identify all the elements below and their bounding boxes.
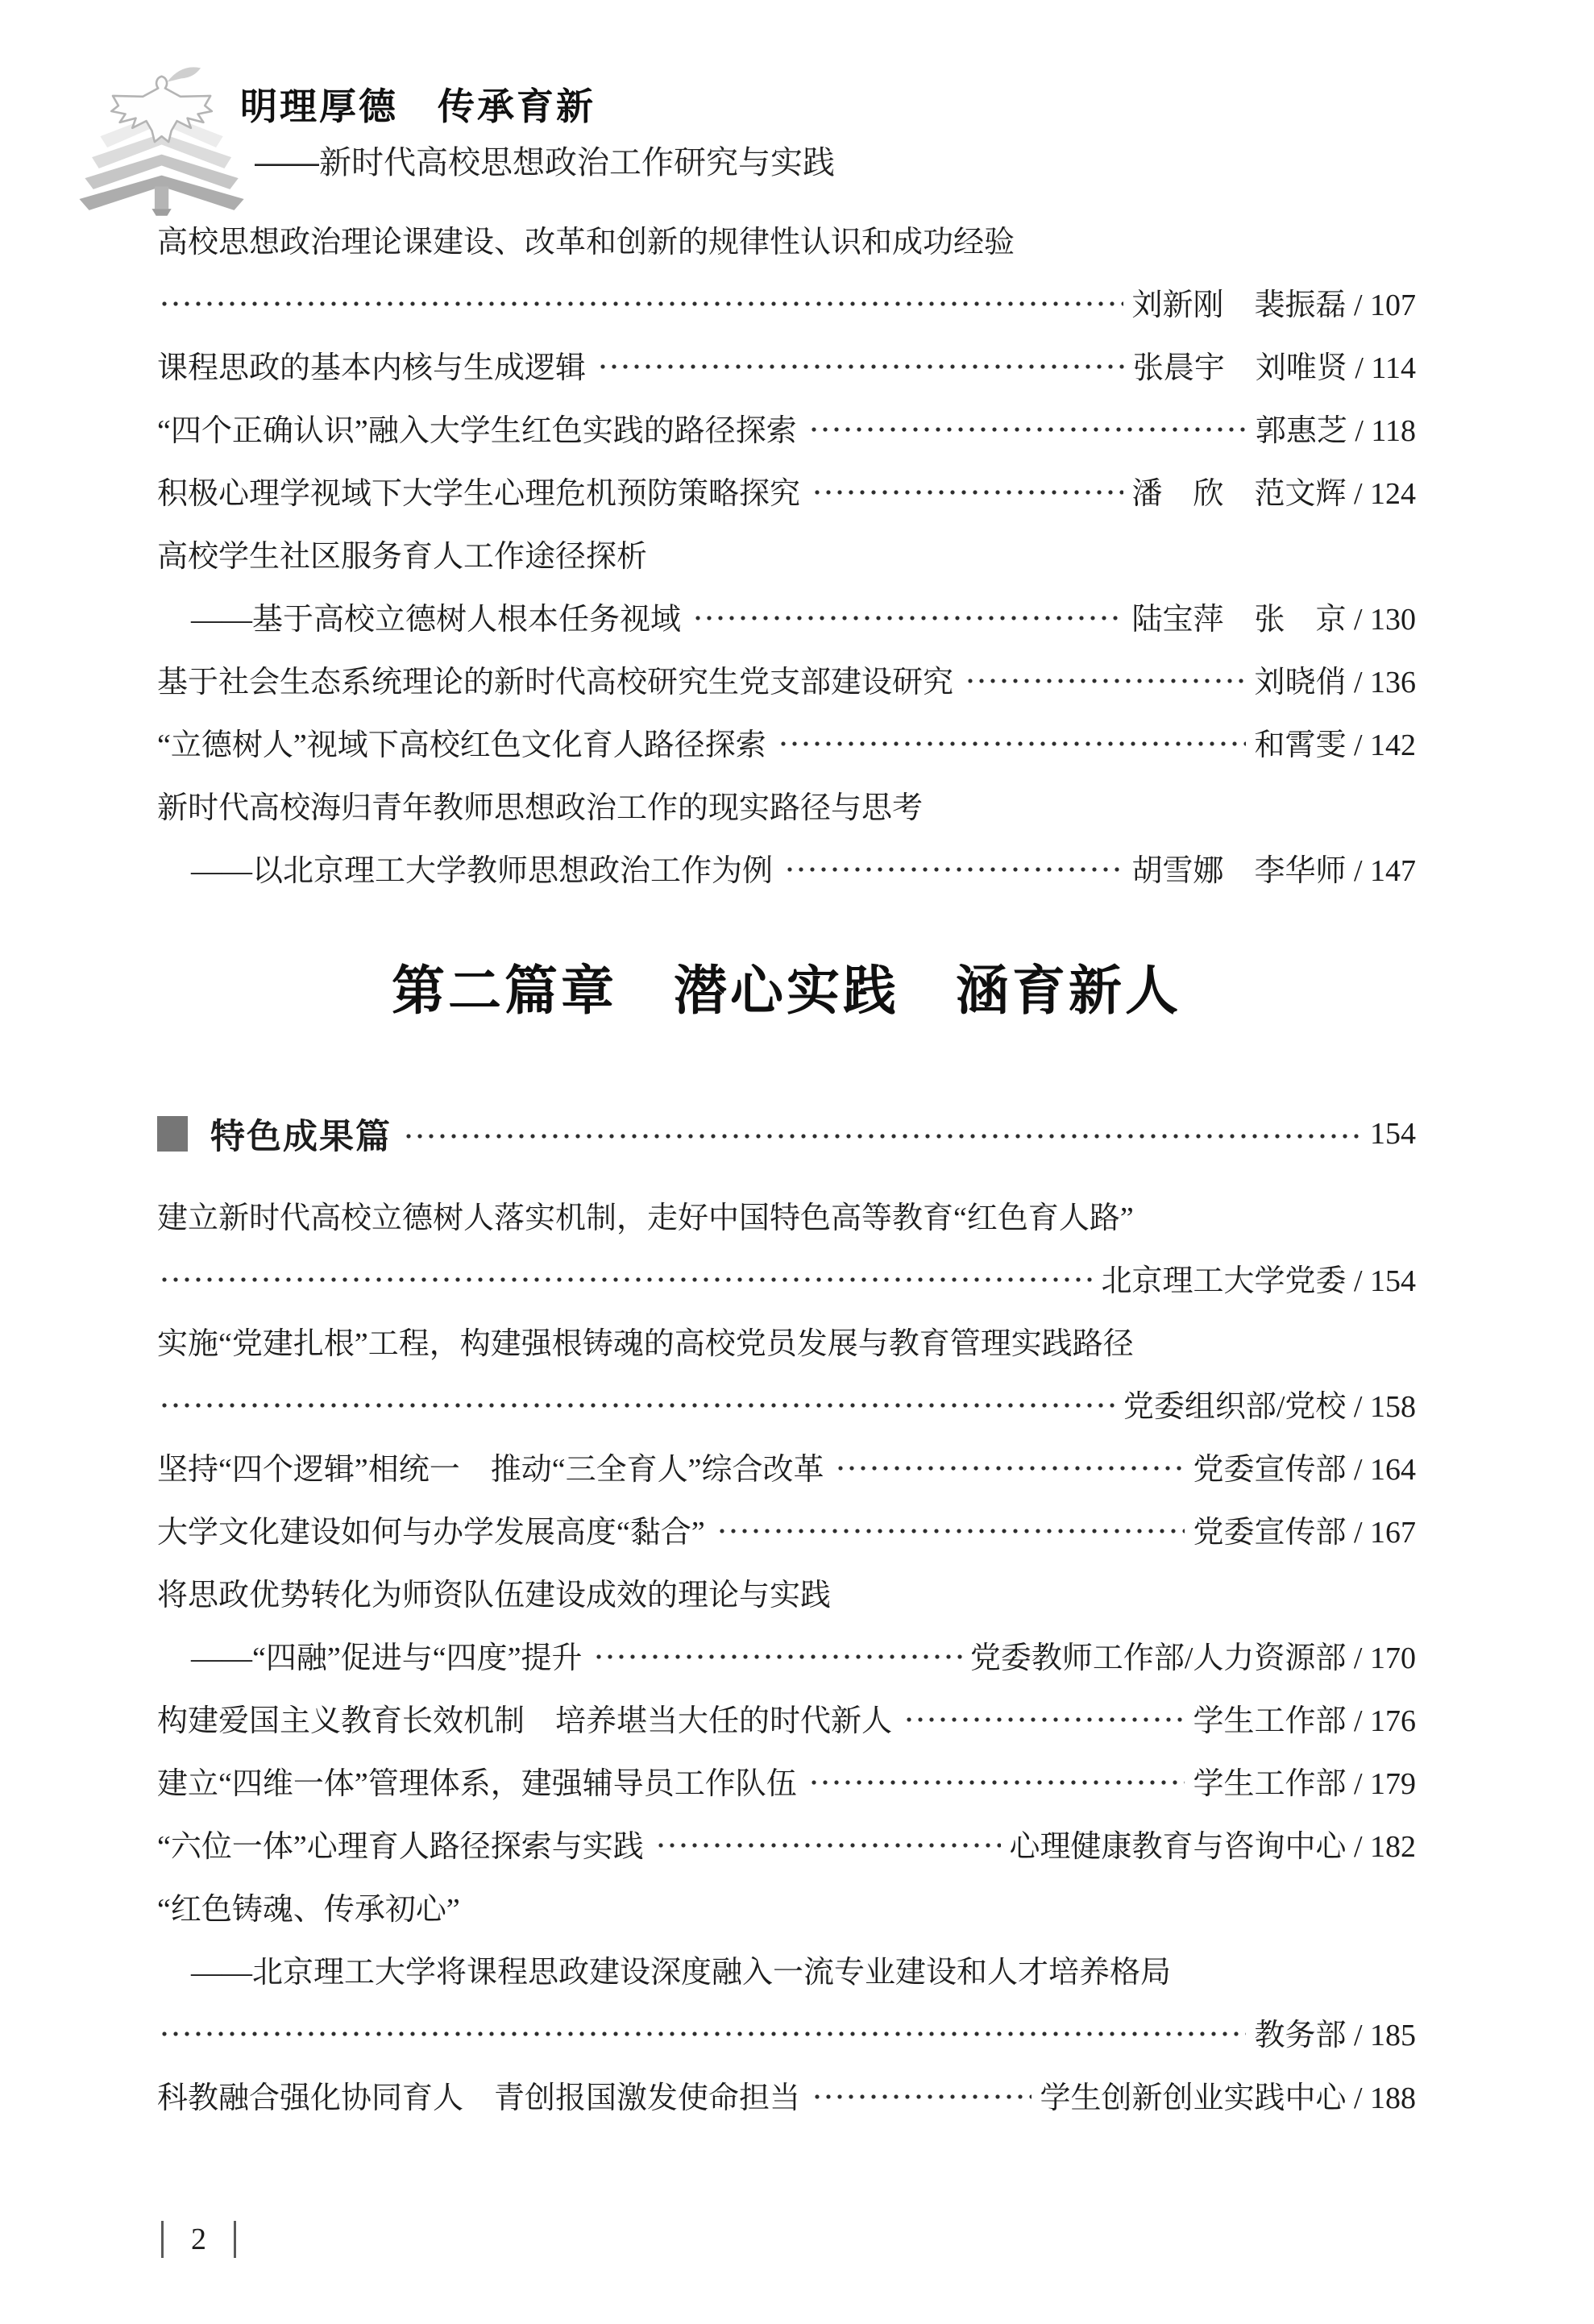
toc-entry — [157, 584, 1416, 647]
entry-title: 实施“党建扎根”工程，构建强根铸魂的高校党员发展与教育管理实践路径 — [157, 1326, 1134, 1361]
toc-entry — [157, 1874, 1416, 1937]
entry-title: “六位一体”心理育人路径探索与实践 — [157, 1829, 644, 1864]
dot-leader — [812, 2090, 1032, 2104]
footer-divider-bar — [234, 2221, 236, 2258]
dot-leader — [692, 611, 1123, 625]
page-footer — [161, 2221, 236, 2258]
entry-authors-page: 北京理工大学党委 / 154 — [1101, 1264, 1416, 1298]
entry-authors-page: 郭惠芝 / 118 — [1255, 413, 1416, 448]
section-bullet-square-icon — [157, 1116, 188, 1152]
entry-title: 将思政优势转化为师资队伍建设成效的理论与实践 — [157, 1578, 832, 1612]
dot-leader — [159, 297, 1123, 311]
entry-authors-page: 张晨宇 刘唯贤 / 114 — [1132, 351, 1416, 385]
toc-entry — [157, 1686, 1416, 1749]
dot-leader — [716, 1524, 1185, 1538]
book-title: 明理厚德 传承育新 — [240, 85, 596, 127]
entry-title: 高校思想政治理论课建设、改革和创新的规律性认识和成功经验 — [157, 225, 1015, 259]
toc-entry — [157, 396, 1416, 459]
toc-entry — [157, 207, 1416, 270]
book-subtitle: ——新时代高校思想政治工作研究与实践 — [255, 145, 835, 181]
entry-title: 建立“四维一体”管理体系，建强辅导员工作队伍 — [157, 1766, 797, 1801]
entry-title: 建立新时代高校立德树人落实机制，走好中国特色高等教育“红色育人路” — [157, 1201, 1134, 1235]
toc-entry — [157, 1811, 1416, 1874]
entry-authors-page: 潘 欣 范文辉 / 124 — [1131, 476, 1416, 511]
entry-authors-page: 学生创新创业实践中心 / 188 — [1040, 2081, 1416, 2115]
entry-title: 科教融合强化协同育人 青创报国激发使命担当 — [157, 2081, 801, 2115]
entry-authors-page: 教务部 / 185 — [1254, 2018, 1416, 2052]
dot-leader — [655, 1838, 1002, 1853]
entry-authors-page: 胡雪娜 李华师 / 147 — [1131, 853, 1416, 888]
dot-leader — [593, 1650, 961, 1664]
toc-entry — [157, 270, 1416, 333]
toc-entry — [157, 836, 1416, 898]
entry-title: 课程思政的基本内核与生成逻辑 — [157, 351, 587, 385]
dot-leader — [808, 422, 1247, 437]
entry-authors-page: 心理健康教育与咨询中心 / 182 — [1009, 1829, 1416, 1864]
toc-entry — [157, 1434, 1416, 1497]
entry-title: ——“四融”促进与“四度”提升 — [191, 1641, 583, 1675]
entry-authors-page: 刘晓俏 / 136 — [1254, 665, 1416, 699]
dot-leader — [835, 1461, 1185, 1475]
dot-leader — [965, 674, 1246, 688]
entry-title: ——基于高校立德树人根本任务视域 — [191, 602, 682, 637]
toc-entry — [157, 1560, 1416, 1623]
dot-leader — [159, 2027, 1246, 2041]
dot-leader — [159, 1398, 1115, 1413]
toc-entry — [157, 521, 1416, 584]
entry-authors-page: 党委教师工作部/人力资源部 / 170 — [969, 1641, 1416, 1675]
dot-leader — [903, 1712, 1185, 1727]
dot-leader — [778, 737, 1247, 751]
entry-title: 坚持“四个逻辑”相统一 推动“三全育人”综合改革 — [157, 1452, 824, 1487]
toc-entry — [157, 647, 1416, 710]
section-entry-special-results — [157, 1102, 1416, 1165]
entry-authors-page: 党委宣传部 / 167 — [1193, 1515, 1416, 1550]
dot-leader — [784, 862, 1123, 877]
dot-leader — [159, 1272, 1093, 1287]
entry-title: 构建爱国主义教育长效机制 培养堪当大任的时代新人 — [157, 1704, 893, 1738]
chapter-heading: 第二篇章 潜心实践 涵育新人 — [392, 962, 1181, 1021]
entry-title: “立德树人”视域下高校红色文化育人路径探索 — [157, 728, 766, 762]
toc-entry — [157, 773, 1416, 836]
toc-entry — [157, 1937, 1416, 2000]
entry-authors-page: 学生工作部 / 176 — [1193, 1704, 1416, 1738]
section-page-number: 154 — [1370, 1117, 1416, 1151]
dot-leader — [808, 1775, 1185, 1790]
entry-title: “四个正确认识”融入大学生红色实践的路径探索 — [157, 413, 797, 448]
entry-title: 基于社会生态系统理论的新时代高校研究生党支部建设研究 — [157, 665, 954, 699]
entry-title: “红色铸魂、传承初心” — [157, 1892, 460, 1927]
toc-entry — [157, 1623, 1416, 1686]
entry-title: ——以北京理工大学教师思想政治工作为例 — [191, 853, 774, 888]
entry-authors-page: 陆宝萍 张 京 / 130 — [1131, 602, 1416, 637]
entry-authors-page: 刘新刚 裴振磊 / 107 — [1131, 288, 1416, 322]
toc-entry — [157, 1183, 1416, 1246]
toc-entry — [157, 1749, 1416, 1811]
footer-divider-bar — [161, 2221, 164, 2258]
entry-title: 新时代高校海归青年教师思想政治工作的现实路径与思考 — [157, 791, 924, 825]
entry-title: ——北京理工大学将课程思政建设深度融入一流专业建设和人才培养格局 — [191, 1955, 1172, 1990]
entry-authors-page: 党委宣传部 / 164 — [1193, 1452, 1416, 1487]
toc-entry — [157, 1309, 1416, 1372]
toc-part-2 — [157, 1183, 1416, 2126]
dove-branch-emblem-logo — [77, 42, 247, 227]
toc-part-1 — [157, 207, 1416, 898]
toc-entry — [157, 1372, 1416, 1434]
entry-authors-page: 党委组织部/党校 / 158 — [1123, 1389, 1416, 1424]
dot-leader — [403, 1129, 1362, 1143]
toc-entry — [157, 1497, 1416, 1560]
dot-leader — [812, 485, 1123, 500]
toc-entry — [157, 459, 1416, 521]
toc-entry — [157, 2063, 1416, 2126]
entry-title: 积极心理学视域下大学生心理危机预防策略探究 — [157, 476, 801, 511]
toc-entry — [157, 1246, 1416, 1309]
entry-authors-page: 和霄雯 / 142 — [1254, 728, 1416, 762]
entry-title: 大学文化建设如何与办学发展高度“黏合” — [157, 1515, 705, 1550]
section-label: 特色成果篇 — [210, 1117, 392, 1156]
entry-authors-page: 学生工作部 / 179 — [1193, 1766, 1416, 1801]
entry-title: 高校学生社区服务育人工作途径探析 — [157, 539, 648, 574]
toc-entry — [157, 710, 1416, 773]
page-number: 2 — [191, 2222, 206, 2256]
toc-entry — [157, 2000, 1416, 2063]
dot-leader — [597, 359, 1125, 374]
toc-entry — [157, 333, 1416, 396]
